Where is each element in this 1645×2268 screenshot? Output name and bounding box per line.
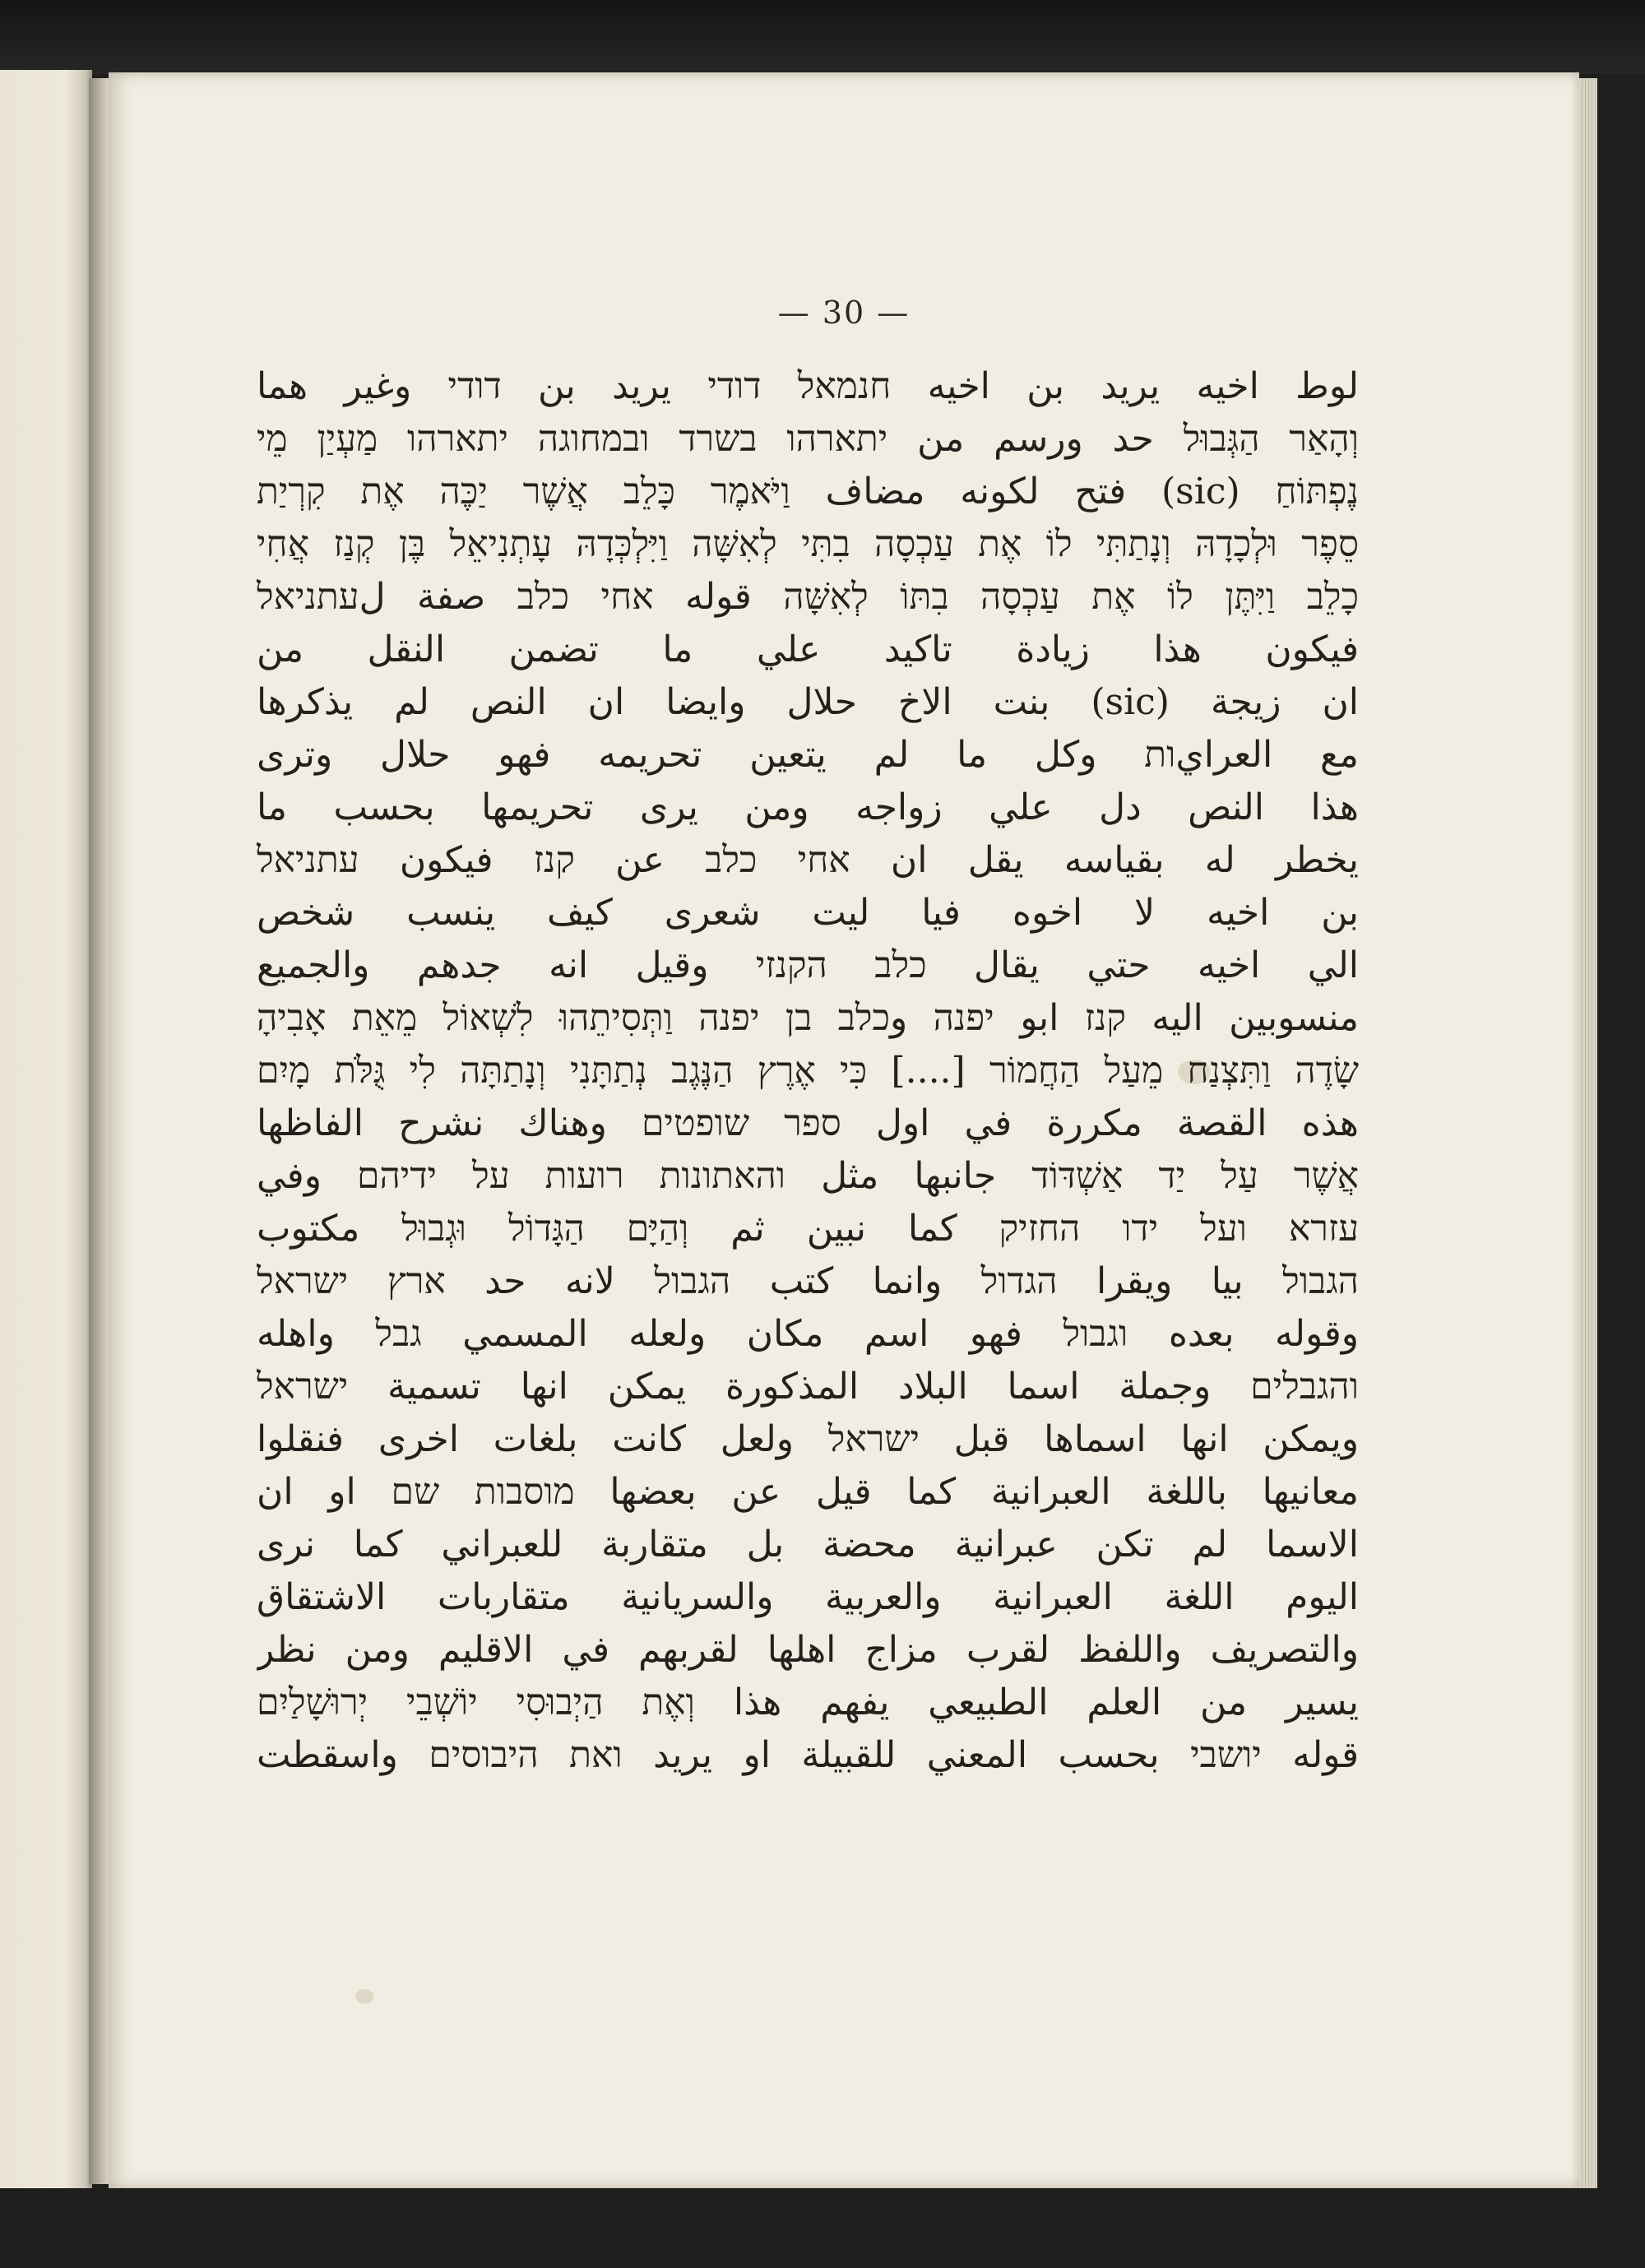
text-line: يسير من العلم الطبيعي يفهم هذا וְאֶת הַיְבוּסִי יוֹשְׁבֵי יְרוּשָׁלַיִם: [257, 1681, 1359, 1723]
scanner-backdrop: [0, 0, 1645, 74]
text-line: כָלֵב וַיִּתֶּן לוֹ אֶת עַכְסָה בִתּוֹ לְאִשָּׁה قوله אחי כלב صفة لעתניאל: [257, 576, 1359, 618]
text-line: هذه القصة مكررة في اول ספר שופטים وهناك نشرح الفاظها: [257, 1102, 1359, 1144]
text-line: וְהָאַר הַגְּבוּל حد ورسم من יתארהו בשרד ובמחוגה יתארהו מַעְיַן מֵי: [257, 418, 1359, 460]
body-text: [257, 360, 1359, 1782]
paper-stain: [355, 1989, 373, 2004]
text-line: وقوله بعده וגבול فهو اسم مكان ولعله المسمي גבל واهله: [257, 1313, 1359, 1355]
text-line: بن اخيه لا اخوه فيا ليت شعرى كيف ينسب شخص: [257, 892, 1359, 934]
text-line: اليوم اللغة العبرانية والعربية والسريانية متقاربات الاشتقاق: [257, 1576, 1359, 1618]
text-line: ان زيجة (sic) بنت الاخ حلال وايضا ان النص لم يذكرها: [257, 681, 1359, 723]
text-line: مع العرايות وكل ما لم يتعين تحريمه فهو حلال وترى: [257, 734, 1359, 776]
book-page: [109, 72, 1579, 2188]
text-line: ويمكن انها اسماها قبل ישראל ولعل كانت بلغات اخرى فنقلوا: [257, 1418, 1359, 1460]
page-number: — 30 —: [777, 295, 911, 331]
text-line: והגבלים وجملة اسما البلاد المذكورة يمكن انها تسمية ישראל: [257, 1366, 1359, 1408]
text-line: סֵפֶר וּלְכָדָהּ וְנָתַתִּי לוֹ אֶת עַכְסָה בִתִּי לְאִשָּׁה וַיִּלְכְּדָהּ עָתְנִיאֵל בֶּן קְנַז אֲחִי: [257, 523, 1359, 565]
text-line: منسوبين اليه קנז ابو יפנה وכלב בן יפנה וַתְּסִיתֵהוּ לִשְׁאוֹל מֵאֵת אָבִיהָ: [257, 997, 1359, 1039]
text-line: שָׂדֶה וַתִּצְנַח מֵעַל הַחֲמוֹר [....] כִּי אֶרֶץ הַנֶּגֶב נְתַתָּנִי וְנָתַתָּה לִי גֻּלֹּת מָיִם: [257, 1050, 1359, 1092]
facing-page-edge: [0, 70, 92, 2188]
text-line: הגבול بيا ويقرا הגדול وانما كتب הגבול لانه حد ארץ ישראל: [257, 1260, 1359, 1302]
text-line: אֲשֶׁר עַל יַד אַשְׁדּוֹד جانبها مثل והאתונות רועות על ידיהם وفي: [257, 1155, 1359, 1197]
text-line: עזרא ועל ידו החזיק كما نبين ثم וְהַיָּם הַגָּדוֹל וּגְבוּל مكتوب: [257, 1208, 1359, 1250]
text-line: والتصريف واللفظ لقرب مزاج اهلها لقربهم في الاقليم ومن نظر: [257, 1629, 1359, 1671]
text-line: فيكون هذا زيادة تاكيد علي ما تضمن النقل من: [257, 628, 1359, 670]
text-line: لوط اخيه يريد بن اخيه חנמאל דודי يريد بن דודי وغير هما: [257, 365, 1359, 407]
text-line: قوله יושבי بحسب المعني للقبيلة او يريد ואת היבוסים واسقطت: [257, 1734, 1359, 1776]
text-line: נֶפְתּוֹחַ (sic) فتح لكونه مضاف וַיֹּאמֶר כָּלֵב אֲשֶׁר יַכֶּה אֶת קִרְיַת: [257, 471, 1359, 513]
text-line: يخطر له بقياسه يقل ان אחי כלב عن קנז فيكون עתניאל: [257, 839, 1359, 881]
text-line: الي اخيه حتي يقال כלב הקנזי وقيل انه جدهم والجميع: [257, 944, 1359, 986]
text-line: هذا النص دل علي زواجه ومن يرى تحريمها بحسب ما: [257, 786, 1359, 828]
text-line: الاسما لم تكن عبرانية محضة بل متقاربة للعبراني كما نرى: [257, 1524, 1359, 1565]
text-line: معانيها باللغة العبرانية كما قيل عن بعضها מוסבות שם او ان: [257, 1471, 1359, 1513]
